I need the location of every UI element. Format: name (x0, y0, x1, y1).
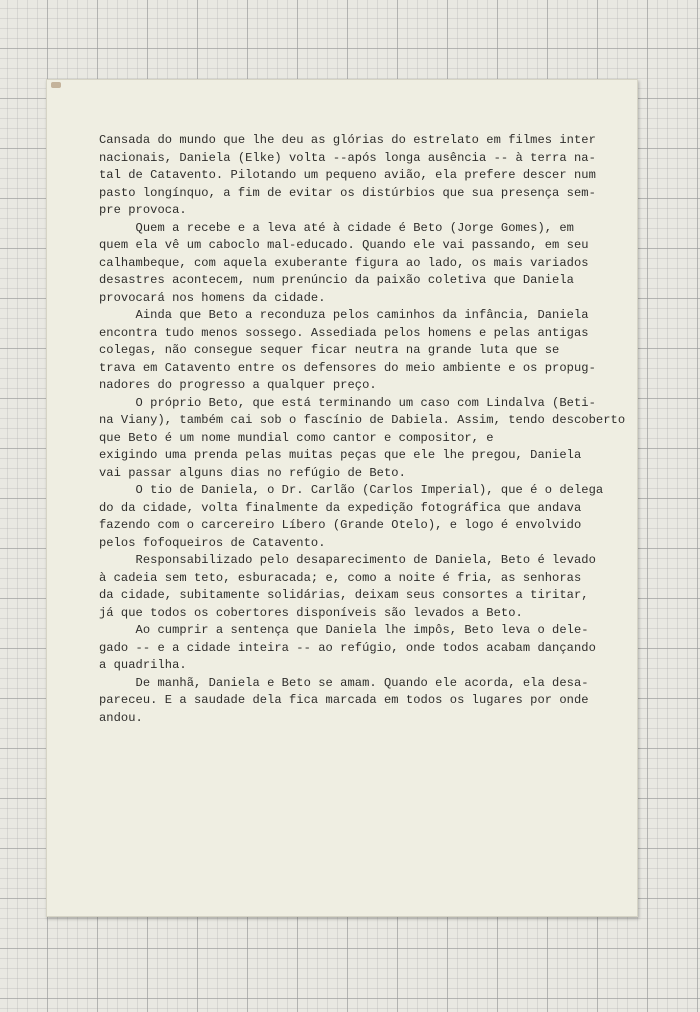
text-line: quem ela vê um caboclo mal-educado. Quando ele vai passando, em seu (99, 238, 589, 252)
text-line: andou. (99, 710, 143, 725)
text-line: desastres acontecem, num prenúncio da paixão coletiva que Daniela (99, 273, 574, 287)
text-line: nacionais, Daniela (Elke) volta --após longa ausência -- à terra na- (99, 150, 596, 165)
text-line: De manhã, Daniela e Beto se amam. Quando ele acorda, ela desa- (99, 675, 589, 690)
text-line: Quem a recebe e a leva até à cidade é Beto (Jorge Gomes), em (99, 220, 574, 235)
text-line: exigindo uma prenda pelas muitas peças que ele lhe pregou, Daniela (99, 448, 582, 462)
text-line: que Beto é um nome mundial como cantor e compositor, e (99, 430, 494, 445)
text-line: Ainda que Beto a reconduza pelos caminhos da infância, Daniela (99, 308, 589, 322)
text-line: tal de Catavento. Pilotando um pequeno avião, ela prefere descer num (99, 168, 596, 182)
synopsis-text (99, 132, 626, 727)
text-line: vai passar alguns dias no refúgio de Beto. (99, 465, 406, 480)
text-line: provocará nos homens da cidade. (99, 290, 326, 305)
typewritten-page (46, 79, 638, 917)
text-line: pelos fofoqueiros de Catavento. (99, 535, 326, 550)
text-line: encontra tudo menos sossego. Assediada pelos homens e pelas antigas (99, 325, 589, 340)
text-line: da cidade, subitamente solidárias, deixam seus consortes a tiritar, (99, 588, 589, 602)
text-line: Cansada do mundo que lhe deu as glórias do estrelato em filmes inter (99, 133, 596, 147)
text-line: pareceu. E a saudade dela fica marcada em todos os lugares por onde (99, 693, 589, 707)
text-line: calhambeque, com aquela exuberante figura ao lado, os mais variados (99, 255, 589, 270)
text-line: pasto longínquo, a fim de evitar os distúrbios que sua presença sem- (99, 185, 596, 200)
text-line: a quadrilha. (99, 658, 187, 672)
tape-mark (51, 82, 61, 88)
text-line: à cadeia sem teto, esburacada; e, como a noite é fria, as senhoras (99, 570, 582, 585)
text-line: colegas, não consegue sequer ficar neutra na grande luta que se (99, 343, 560, 357)
text-line: na Viany), também cai sob o fascínio de Dabiela. Assim, tendo descoberto (99, 413, 626, 427)
text-line: já que todos os cobertores disponíveis são levados a Beto. (99, 605, 523, 620)
text-line: gado -- e a cidade inteira -- ao refúgio, onde todos acabam dançando (99, 640, 596, 655)
text-line: fazendo com o carcereiro Líbero (Grande Otelo), e logo é envolvido (99, 518, 582, 532)
text-line: Ao cumprir a sentença que Daniela lhe impôs, Beto leva o dele- (99, 623, 589, 637)
text-line: O próprio Beto, que está terminando um caso com Lindalva (Beti- (99, 395, 596, 410)
text-line: pre provoca. (99, 203, 187, 217)
text-line: nadores do progresso a qualquer preço. (99, 378, 377, 392)
text-line: Responsabilizado pelo desaparecimento de Daniela, Beto é levado (99, 553, 596, 567)
text-line: do da cidade, volta finalmente da expedição fotográfica que andava (99, 500, 582, 515)
text-line: trava em Catavento entre os defensores do meio ambiente e os propug- (99, 360, 596, 375)
text-line: O tio de Daniela, o Dr. Carlão (Carlos Imperial), que é o delega (99, 483, 604, 497)
